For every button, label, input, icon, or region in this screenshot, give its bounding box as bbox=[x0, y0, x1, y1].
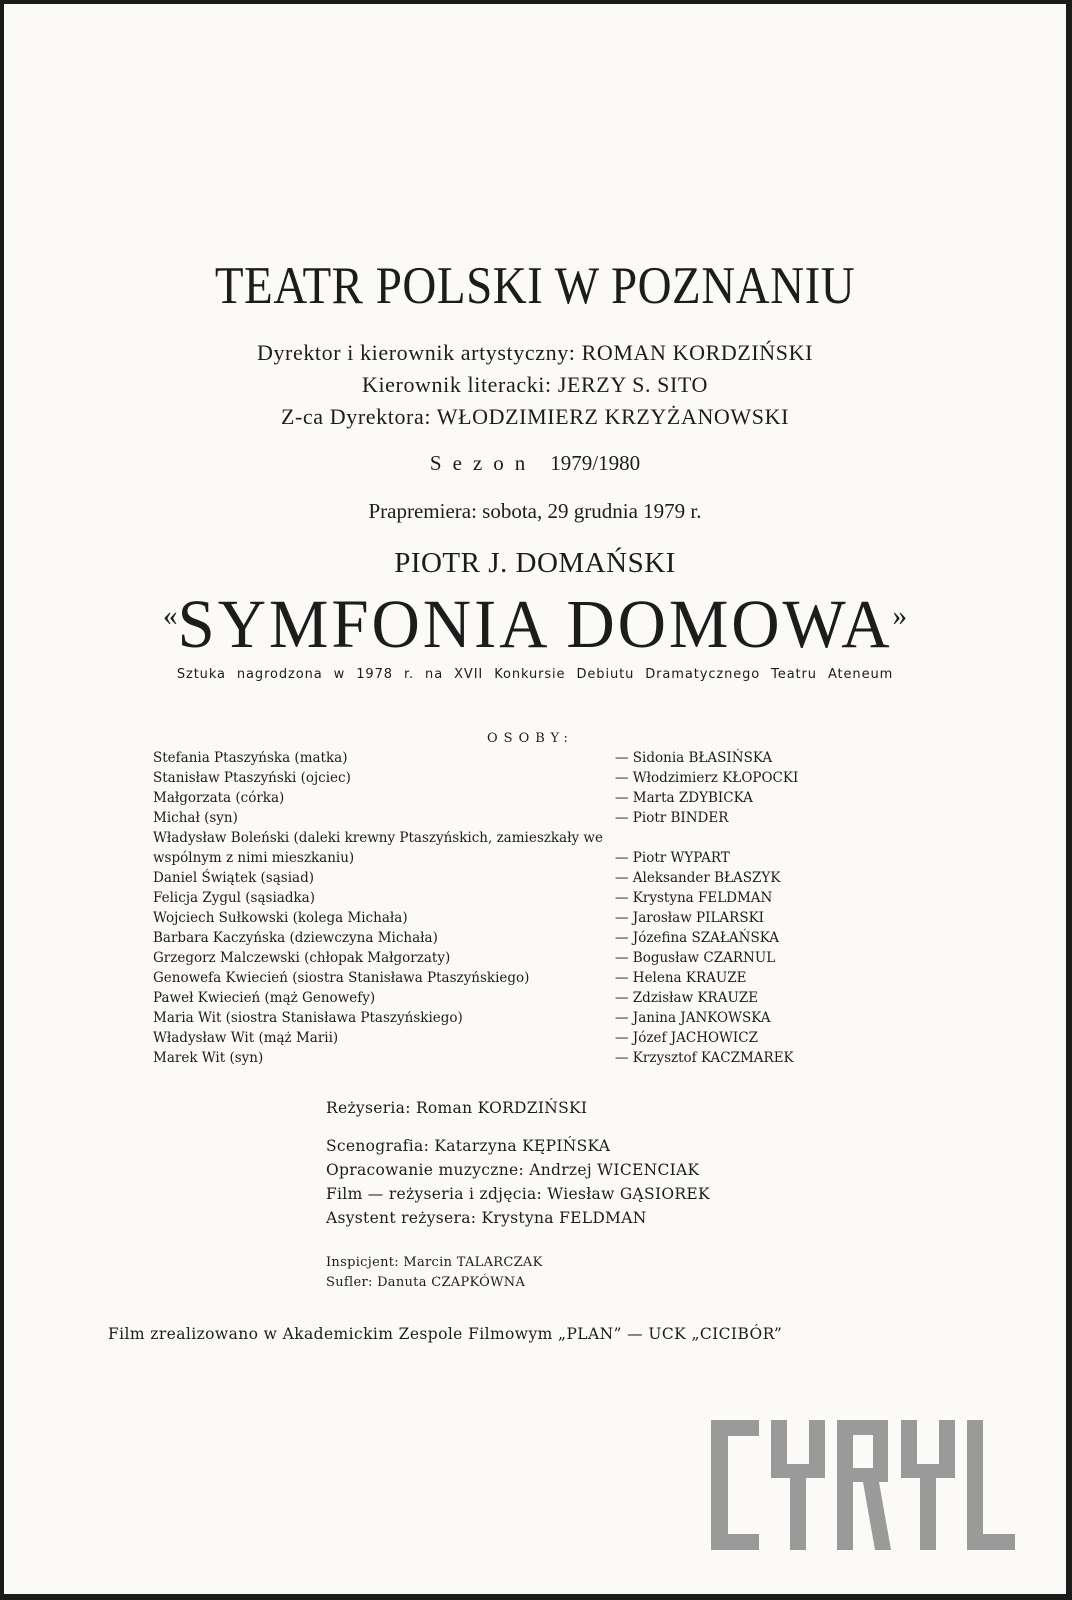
season-label: Sezon bbox=[429, 451, 537, 475]
cast-row bbox=[153, 968, 873, 988]
play-author: PIOTR J. DOMAŃSKI bbox=[394, 547, 676, 579]
quote-close: » bbox=[892, 599, 907, 632]
cast-actor: — Janina JANKOWSKA bbox=[615, 1008, 770, 1028]
cast-row bbox=[153, 788, 873, 808]
cast-row bbox=[153, 1028, 873, 1048]
cast-actor: — Jarosław PILARSKI bbox=[615, 908, 764, 928]
cast-actor: — Krzysztof KACZMAREK bbox=[615, 1048, 794, 1068]
play-title-line bbox=[20, 585, 1050, 664]
cast-actor: — Józef JACHOWICZ bbox=[615, 1028, 758, 1048]
cast-row bbox=[153, 888, 873, 908]
cast-actor: — Piotr BINDER bbox=[615, 808, 728, 828]
staff-director: Dyrektor i kierownik artystyczny: ROMAN KORDZIŃSKI bbox=[256, 340, 814, 365]
crew-stage-manager: Inspicjent: Marcin TALARCZAK bbox=[326, 1255, 543, 1270]
theatre-name: TEATR POLSKI W POZNANIU bbox=[214, 256, 856, 316]
cast-actor: — Piotr WYPART bbox=[615, 848, 730, 868]
cast-row bbox=[153, 748, 873, 768]
crew-music: Opracowanie muzyczne: Andrzej WICENCIAK bbox=[326, 1161, 700, 1179]
season-years: 1979/1980 bbox=[550, 451, 641, 475]
cast-role: Wojciech Sułkowski (kolega Michała) bbox=[153, 910, 408, 926]
season bbox=[4, 451, 1066, 476]
cast-role: Stefania Ptaszyńska (matka) bbox=[153, 750, 348, 766]
crew-direction: Reżyseria: Roman KORDZIŃSKI bbox=[326, 1099, 588, 1117]
crew-assistant: Asystent reżysera: Krystyna FELDMAN bbox=[326, 1209, 647, 1227]
cast-row bbox=[153, 928, 873, 948]
cyryl-watermark-logo bbox=[711, 1420, 1021, 1560]
cast-role: Michał (syn) bbox=[153, 810, 238, 826]
cast-row bbox=[153, 948, 873, 968]
premiere-date: Prapremiera: sobota, 29 grudnia 1979 r. bbox=[368, 499, 702, 523]
cast-role: Małgorzata (córka) bbox=[153, 790, 285, 806]
cast-actor: — Józefina SZAŁAŃSKA bbox=[615, 928, 779, 948]
crew-film: Film — reżyseria i zdjęcia: Wiesław GĄSIOREK bbox=[326, 1185, 710, 1203]
cast-role: Genowefa Kwiecień (siostra Stanisława Ptaszyńskiego) bbox=[153, 970, 530, 986]
crew-small-block bbox=[326, 1253, 543, 1293]
cast-role: Marek Wit (syn) bbox=[153, 1050, 264, 1066]
cast-actor: — Bogusław CZARNUL bbox=[615, 948, 775, 968]
cast-actor: — Włodzimierz KŁOPOCKI bbox=[615, 768, 798, 788]
staff-deputy: Z-ca Dyrektora: WŁODZIMIERZ KRZYŻANOWSKI bbox=[280, 404, 790, 429]
play-title: SYMFONIA DOMOWA bbox=[177, 586, 893, 662]
cast-role: Władysław Wit (mąż Marii) bbox=[153, 1030, 339, 1046]
program-page bbox=[4, 4, 1066, 1594]
crew-set-design: Scenografia: Katarzyna KĘPIŃSKA bbox=[326, 1137, 611, 1155]
cast-actor: — Krystyna FELDMAN bbox=[615, 888, 772, 908]
crew-block bbox=[326, 1134, 710, 1230]
cast-actor: — Aleksander BŁASZYK bbox=[615, 868, 780, 888]
cast-role: Grzegorz Malczewski (chłopak Małgorzaty) bbox=[153, 950, 451, 966]
cast-actor: — Zdzisław KRAUZE bbox=[615, 988, 758, 1008]
cast-list bbox=[153, 748, 873, 1068]
cast-role: Maria Wit (siostra Stanisława Ptaszyńskiego) bbox=[153, 1010, 463, 1026]
cast-row bbox=[153, 908, 873, 928]
quote-open: « bbox=[163, 599, 178, 632]
cast-row bbox=[153, 808, 873, 828]
cast-row bbox=[153, 1048, 873, 1068]
cast-role: Stanisław Ptaszyński (ojciec) bbox=[153, 770, 351, 786]
cast-actor: — Helena KRAUZE bbox=[615, 968, 747, 988]
cast-heading: OSOBY: bbox=[487, 731, 574, 746]
cast-role: Felicja Zygul (sąsiadka) bbox=[153, 890, 315, 906]
cast-row bbox=[153, 988, 873, 1008]
cast-role: Daniel Świątek (sąsiad) bbox=[153, 870, 314, 886]
cast-role: Paweł Kwiecień (mąż Genowefy) bbox=[153, 990, 376, 1006]
cast-row bbox=[153, 1008, 873, 1028]
award-note: Sztuka nagrodzona w 1978 r. na XVII Konkursie Debiutu Dramatycznego Teatru Ateneum bbox=[176, 667, 894, 682]
cast-row bbox=[153, 828, 873, 868]
cast-role: Barbara Kaczyńska (dziewczyna Michała) bbox=[153, 930, 438, 946]
crew-prompter: Sufler: Danuta CZAPKÓWNA bbox=[326, 1275, 526, 1290]
cast-row bbox=[153, 868, 873, 888]
footer-note: Film zrealizowano w Akademickim Zespole Filmowym „PLAN” — UCK „CICIBÓR” bbox=[108, 1325, 783, 1343]
cast-actor: — Marta ZDYBICKA bbox=[615, 788, 753, 808]
cast-actor: — Sidonia BŁASIŃSKA bbox=[615, 748, 772, 768]
cast-row bbox=[153, 768, 873, 788]
cast-role: Władysław Boleński (daleki krewny Ptaszyńskich, zamieszkały we wspólnym z nimi mieszkaniu) bbox=[153, 830, 603, 866]
staff-literary: Kierownik literacki: JERZY S. SITO bbox=[361, 372, 709, 397]
